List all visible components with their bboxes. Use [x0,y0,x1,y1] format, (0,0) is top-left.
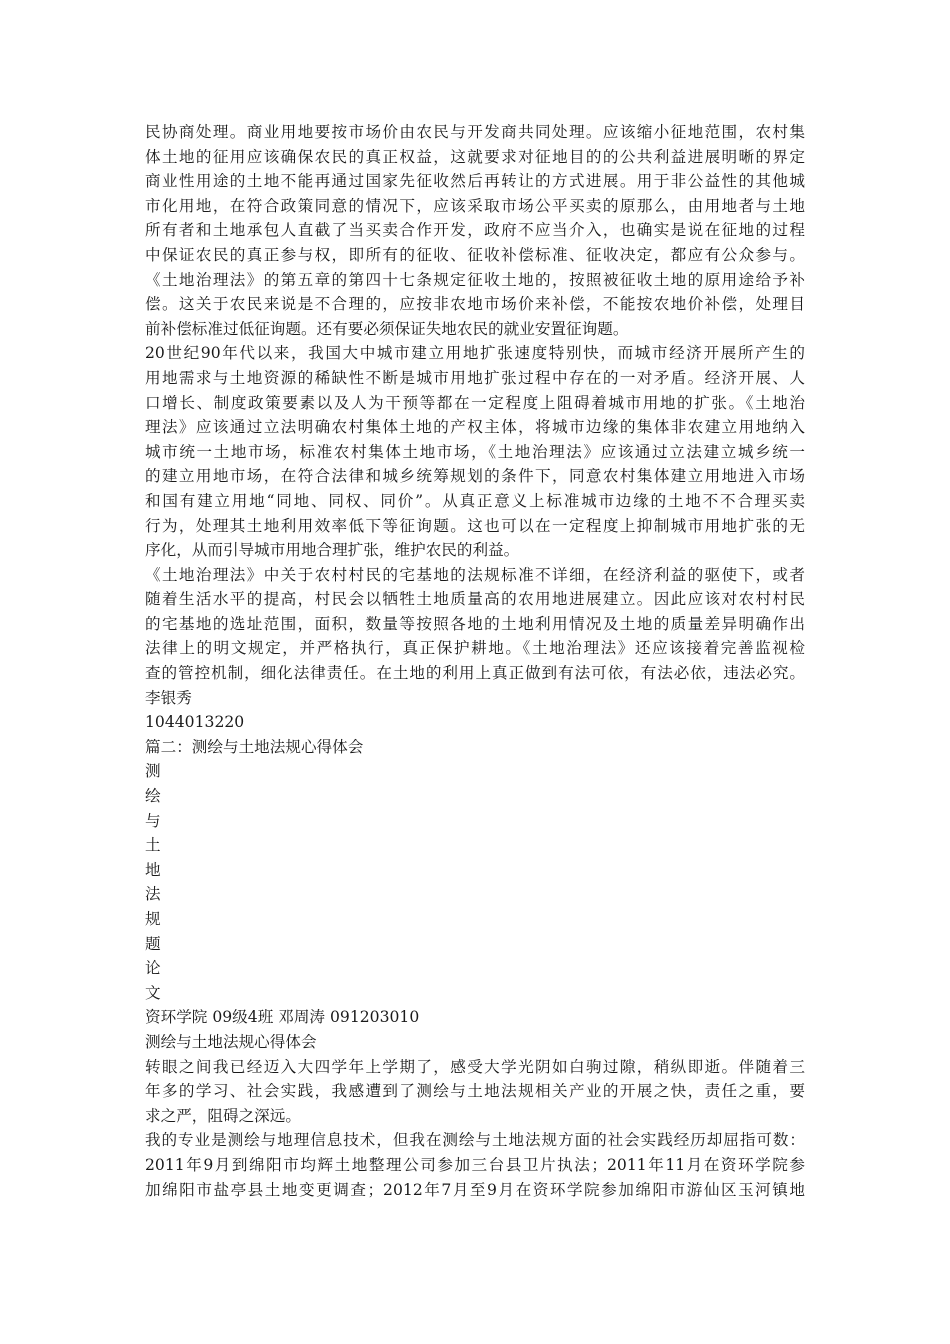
text-line: 口增长、制度政策要素以及人为干预等都在一定程度上阻碍着城市用地的扩张。《土地治 [145,393,805,412]
text-line: 行为，处理其土地利用效率低下等征询题。这也可以在一定程度上抑制城市用地扩张的无 [145,516,805,535]
text-line: 绘 [145,787,161,806]
text-line: 《土地治理法》中关于农村村民的宅基地的法规标准不详细，在经济利益的驱使下，或者 [145,565,805,584]
text-line: 篇二：测绘与土地法规心得体会 [145,737,364,756]
text-line: 规 [145,910,161,928]
text-line: 随着生活水平的提高，村民会以牺牲土地质量高的农用地进展建立。因此应该对农村村民 [145,590,805,609]
text-line: 与 [145,811,161,830]
text-line: 论 [145,959,161,978]
text-line: 20世纪90年代以来，我国大中城市建立用地扩张速度特别快，而城市经济开展所产生的 [145,344,805,363]
text-line: 2011年9月到绵阳市均辉土地整理公司参加三台县卫片执法；2011年11月在资环学院参 [145,1155,805,1174]
text-line: 资环学院 09级4班 邓周涛 091203010 [145,1008,420,1027]
text-line: 和国有建立用地“同地、同权、同价”。从真正意义上标准城市边缘的土地不不合理买卖 [145,491,805,510]
text-line: 题 [145,934,161,953]
text-line: 中保证农民的真正参与权，即所有的征收、征收补偿标准、征收决定，都应有公众参与。 [145,245,805,264]
text-line: 土 [145,836,161,855]
text-line: 转眼之间我已经迈入大四学年上学期了，感受大学光阴如白驹过隙，稍纵即逝。伴随着三 [145,1057,805,1076]
text-line: 的宅基地的选址范围，面积，数量等按照各地的土地利用情况及土地的质量差异明确作出 [145,614,805,633]
text-line: 《土地治理法》的第五章的第四十七条规定征收土地的，按照被征收土地的原用途给予补 [145,270,805,289]
text-line: 法律上的明文规定，并严格执行，真正保护耕地。《土地治理法》还应该接着完善监视检 [145,639,805,658]
text-line: 法 [145,885,161,904]
text-line: 体土地的征用应该确保农民的真正权益，这就要求对征地目的的公共利益进展明晰的界定 [145,147,805,166]
text-line: 文 [145,983,161,1002]
text-line: 1044013220 [145,713,245,732]
text-line: 理法》应该通过立法明确农村集体土地的产权主体，将城市边缘的集体非农建立用地纳入 [145,418,805,437]
text-line: 偿。这关于农民来说是不合理的，应按非农地市场价来补偿，不能按农地价补偿，处理目 [145,295,805,314]
text-line: 李银秀 [145,688,192,707]
text-line: 地 [145,860,161,879]
text-line: 市化用地，在符合政策同意的情况下，应该采取市场公平买卖的原那么，由用地者与土地 [145,196,805,215]
text-line: 前补偿标准过低征询题。还有要必须保证失地农民的就业安置征询题。 [145,319,629,338]
text-line: 城市统一土地市场，标准农村集体土地市场，《土地治理法》应该通过立法建立城乡统一 [145,442,805,461]
text-line: 测 [145,762,161,781]
text-line: 所有者和土地承包人直截了当买卖合作开发，政府不应当介入，也确实是说在征地的过程 [145,221,805,240]
text-line: 序化，从而引导城市用地合理扩张，维护农民的利益。 [145,541,520,560]
text-line: 年多的学习、社会实践，我感遭到了测绘与土地法规相关产业的开展之快，责任之重，要 [145,1082,805,1101]
text-line: 查的管控机制，细化法律责任。在土地的利用上真正做到有法可依，有法必依，违法必究。 [145,664,805,683]
text-line: 测绘与土地法规心得体会 [145,1032,317,1051]
text-line: 我的专业是测绘与地理信息技术，但我在测绘与土地法规方面的社会实践经历却屈指可数： [145,1131,805,1150]
text-line: 商业性用途的土地不能再通过国家先征收然后再转让的方式进展。用于非公益性的其他城 [145,172,805,191]
document-body [145,120,805,1202]
text-line: 的建立用地市场，在符合法律和城乡统筹规划的条件下，同意农村集体建立用地进入市场 [145,467,805,486]
text-line: 求之严，阻碍之深远。 [145,1106,301,1125]
text-line: 用地需求与土地资源的稀缺性不断是城市用地扩张过程中存在的一对矛盾。经济开展、人 [145,368,805,387]
text-line: 民协商处理。商业用地要按市场价由农民与开发商共同处理。应该缩小征地范围，农村集 [145,123,805,141]
text-line: 加绵阳市盐亭县土地变更调查；2012年7月至9月在资环学院参加绵阳市游仙区玉河镇地 [145,1180,805,1199]
